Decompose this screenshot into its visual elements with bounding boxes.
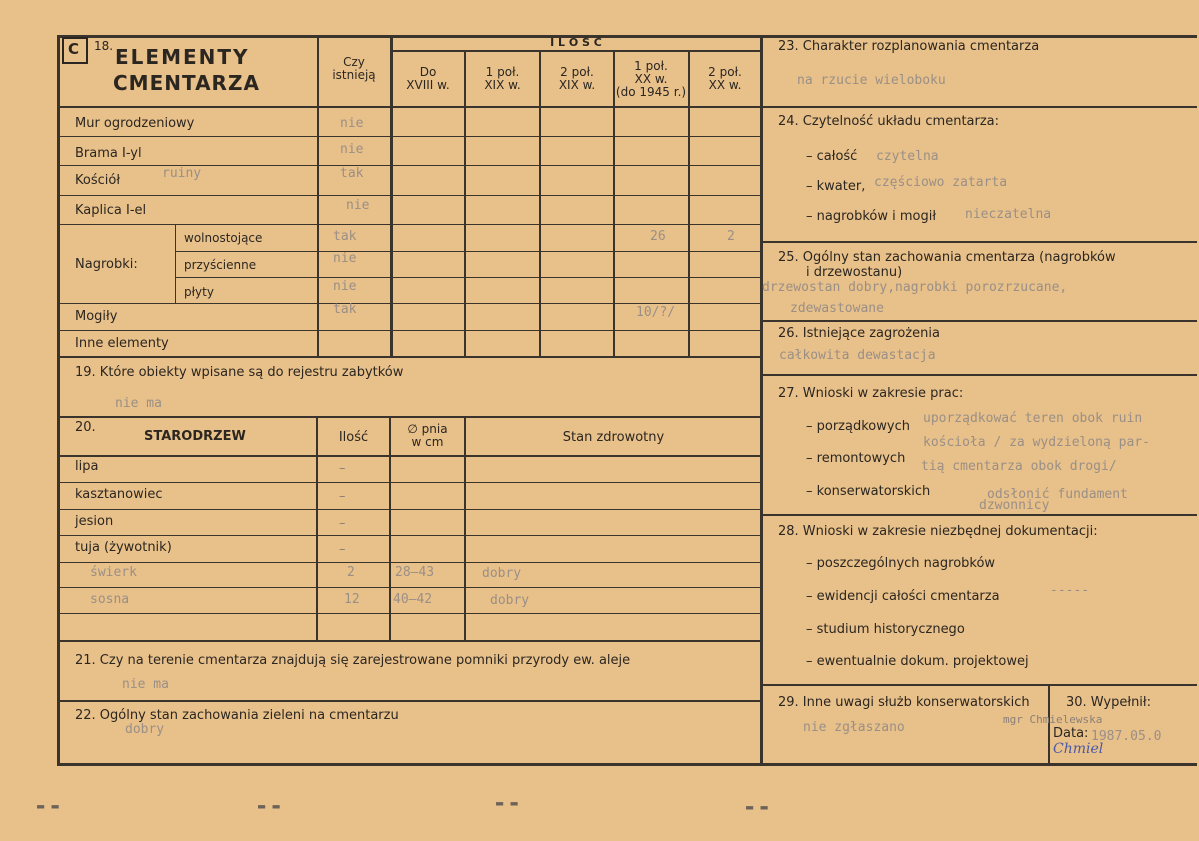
q27-value-3: tią cmentarza obok drogi/ bbox=[921, 459, 1117, 474]
q28-item: – studium historycznego bbox=[806, 622, 965, 637]
v-trees-qty-right bbox=[389, 417, 391, 642]
row-label: Inne elementy bbox=[75, 336, 169, 351]
row-exists: nie bbox=[340, 116, 364, 131]
q24-item-value: nieczatelna bbox=[965, 207, 1052, 222]
q24-item-value: częściowo zatarta bbox=[874, 175, 1008, 190]
row-line bbox=[59, 482, 761, 483]
row-label: przyścienne bbox=[184, 258, 257, 272]
col-q1: Do XVIII w. bbox=[406, 65, 450, 93]
punch-mark: ▬ ▬ bbox=[746, 800, 768, 814]
q25-label: 25. Ogólny stan zachowania cmentarza (nagrobków bbox=[778, 250, 1116, 265]
punch-mark: ▬ ▬ bbox=[37, 799, 59, 813]
q28-item: – ewentualnie dokum. projektowej bbox=[806, 654, 1029, 669]
q25-value-2: zdewastowane bbox=[790, 301, 884, 316]
row-line bbox=[59, 562, 761, 563]
q26-label: 26. Istniejące zagrożenia bbox=[778, 326, 940, 341]
q28-bottom bbox=[761, 684, 1197, 686]
tree-name: kasztanowiec bbox=[75, 487, 163, 502]
row-label: Kaplica I-el bbox=[75, 203, 147, 218]
trees-bottom bbox=[57, 640, 761, 642]
punch-mark: ▬ ▬ bbox=[258, 799, 280, 813]
row-line bbox=[59, 136, 761, 137]
q19-label: 19. Które obiekty wpisane są do rejestru zabytków bbox=[75, 365, 404, 380]
trees-hdr-bottom bbox=[57, 455, 761, 457]
q22-value: dobry bbox=[125, 722, 165, 737]
col-q5: 2 poł. XX w. bbox=[708, 65, 742, 93]
q21-bottom bbox=[57, 700, 761, 702]
v-exists-left bbox=[317, 35, 319, 357]
row-line bbox=[59, 195, 761, 196]
center-divider bbox=[760, 35, 763, 765]
row-note: ruiny bbox=[162, 166, 202, 181]
q26-bottom bbox=[761, 374, 1197, 376]
q27-value-1: uporządkować teren obok ruin bbox=[923, 411, 1143, 426]
tree-qty: – bbox=[339, 516, 346, 531]
tree-qty: 2 bbox=[347, 565, 355, 580]
v-trees-qty-left bbox=[316, 417, 318, 642]
q25-value-1: drzewostan dobry,nagrobki porozrzucane, bbox=[762, 280, 1068, 295]
q30-value: mgr Chmielewska bbox=[1003, 713, 1103, 726]
q27-bottom bbox=[761, 514, 1197, 516]
row-exists: tak bbox=[340, 166, 364, 181]
v-q1 bbox=[464, 51, 466, 357]
section-title-line2: CMENTARZA bbox=[113, 71, 260, 95]
q23-bottom bbox=[761, 106, 1197, 108]
col-exists: Czy istnieją bbox=[332, 55, 376, 83]
q24-item-value: czytelna bbox=[876, 149, 939, 164]
tree-name: jesion bbox=[75, 514, 114, 529]
tree-name: tuja (żywotnik) bbox=[75, 540, 172, 555]
row-exists: tak bbox=[333, 229, 357, 244]
tree-name: lipa bbox=[75, 459, 99, 474]
row-exists: nie bbox=[346, 198, 370, 213]
col-q3: 2 poł. XIX w. bbox=[558, 65, 596, 93]
q27-value-4: odsłonić fundament bbox=[987, 487, 1128, 502]
trees-title: STARODRZEW bbox=[144, 429, 246, 444]
row-line bbox=[57, 356, 761, 358]
graves-label: Nagrobki: bbox=[75, 257, 138, 272]
tree-name: świerk bbox=[90, 565, 137, 580]
section-title-line1: ELEMENTY bbox=[115, 45, 250, 69]
row-line bbox=[59, 613, 761, 614]
v-graves bbox=[175, 224, 176, 304]
tree-diam: 28–43 bbox=[395, 565, 435, 580]
q28-label: 28. Wnioski w zakresie niezbędnej dokumentacji: bbox=[778, 524, 1098, 539]
row-line bbox=[59, 535, 761, 536]
row-line bbox=[176, 277, 761, 278]
q27-label: 27. Wnioski w zakresie prac: bbox=[778, 386, 964, 401]
trees-col-health: Stan zdrowotny bbox=[562, 430, 665, 445]
row-exists: tak bbox=[333, 302, 357, 317]
col-q2: 1 poł. XIX w. bbox=[484, 65, 521, 93]
row-q5: 2 bbox=[727, 229, 735, 244]
q23-value: na rzucie wieloboku bbox=[797, 73, 946, 88]
q30-label: 30. Wypełnił: bbox=[1066, 695, 1151, 710]
q19-value: nie ma bbox=[115, 396, 162, 411]
q21-label: 21. Czy na terenie cmentarza znajdują się zarejestrowane pomniki przyrody ew. aleje bbox=[75, 653, 631, 668]
q28-item: – poszczególnych nagrobków bbox=[806, 556, 996, 571]
row-line bbox=[59, 330, 761, 331]
q27-item: – porządkowych bbox=[806, 419, 910, 434]
row-label: płyty bbox=[184, 285, 214, 299]
q24-item-label: – całość bbox=[806, 149, 858, 164]
v-q4 bbox=[688, 51, 690, 357]
trees-col-qty: Ilość bbox=[338, 430, 369, 445]
q24-item-label: – nagrobków i mogił bbox=[806, 209, 937, 224]
v-q2 bbox=[539, 51, 541, 357]
q26-value: całkowita dewastacja bbox=[779, 348, 936, 363]
q27-item: – remontowych bbox=[806, 451, 906, 466]
q21-value: nie ma bbox=[122, 677, 169, 692]
hdr-bottom bbox=[57, 106, 761, 108]
q24-bottom bbox=[761, 241, 1197, 243]
tree-health: dobry bbox=[482, 566, 522, 581]
row-line bbox=[59, 509, 761, 510]
row-exists: nie bbox=[333, 279, 357, 294]
q23-label: 23. Charakter rozplanowania cmentarza bbox=[778, 39, 1040, 54]
row-label: Mur ogrodzeniowy bbox=[75, 116, 195, 131]
q25-bottom bbox=[761, 320, 1197, 322]
row-line bbox=[59, 587, 761, 588]
q20-number: 20. bbox=[75, 420, 96, 435]
q24-label: 24. Czytelność układu cmentarza: bbox=[778, 114, 1000, 129]
col-quantity-group: I L O Ś Ć bbox=[550, 36, 602, 49]
trees-col-diam: ∅ pnia w cm bbox=[407, 422, 448, 450]
row-q4: 10/?/ bbox=[636, 305, 676, 320]
q27-item: – konserwatorskich bbox=[806, 484, 931, 499]
q29-value: nie zgłaszano bbox=[803, 720, 905, 735]
tree-qty: – bbox=[339, 461, 346, 476]
v-trees-diam-right bbox=[464, 417, 466, 642]
q28-dash: ----- bbox=[1050, 583, 1090, 598]
punch-mark: ▬ ▬ bbox=[496, 796, 518, 810]
q27-value-5: dzwonnicy bbox=[979, 498, 1050, 513]
section-letter: C bbox=[68, 40, 80, 58]
q25-label-2: i drzewostanu) bbox=[806, 265, 903, 280]
row-line bbox=[59, 224, 761, 225]
tree-qty: – bbox=[339, 489, 346, 504]
section-number: 18. bbox=[94, 39, 114, 53]
row-q4: 26 bbox=[650, 229, 666, 244]
tree-name: sosna bbox=[90, 592, 130, 607]
row-label: Brama I-yl bbox=[75, 146, 142, 161]
date-value: 1987.05.0 bbox=[1091, 729, 1162, 744]
qty-group-line bbox=[391, 50, 761, 52]
q22-label: 22. Ogólny stan zachowania zieleni na cmentarzu bbox=[75, 708, 399, 723]
date-label: Data: bbox=[1053, 726, 1089, 741]
row-exists: nie bbox=[333, 251, 357, 266]
row-exists: nie bbox=[340, 142, 364, 157]
q29-label: 29. Inne uwagi służb konserwatorskich bbox=[778, 695, 1030, 710]
tree-qty: 12 bbox=[344, 592, 360, 607]
tree-health: dobry bbox=[490, 593, 530, 608]
row-line bbox=[176, 251, 761, 252]
q24-item-label: – kwater, bbox=[806, 179, 866, 194]
tree-diam: 40–42 bbox=[393, 592, 433, 607]
row-label: Mogiły bbox=[75, 309, 118, 324]
row-label: Kościół bbox=[75, 173, 121, 188]
tree-qty: – bbox=[339, 542, 346, 557]
row-label: wolnostojące bbox=[184, 231, 263, 245]
q27-value-2: kościoła / za wydzieloną par- bbox=[923, 435, 1150, 450]
q19-bottom bbox=[57, 416, 761, 418]
frame-left bbox=[57, 35, 60, 765]
frame-bottom bbox=[57, 763, 1197, 766]
row-line bbox=[59, 303, 761, 304]
q28-item: – ewidencji całości cmentarza bbox=[806, 589, 1000, 604]
col-q4: 1 poł. XX w. (do 1945 r.) bbox=[615, 59, 687, 100]
signature: Chmiel bbox=[1053, 741, 1104, 757]
